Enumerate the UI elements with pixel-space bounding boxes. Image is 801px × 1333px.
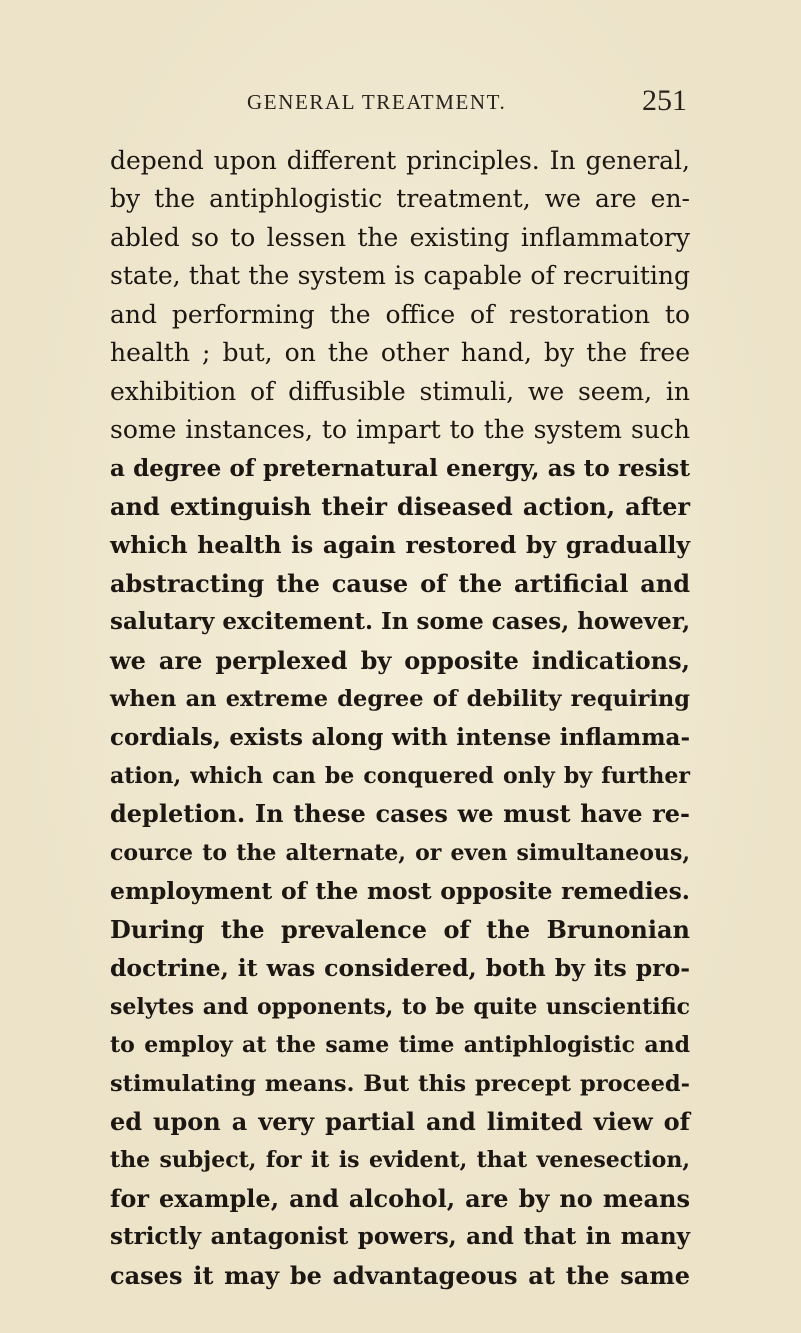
text-line: ed upon a very partial and limited view of [110, 1106, 690, 1136]
running-title: GENERAL TREATMENT. [247, 90, 507, 114]
text-line: salutary excitement. In some cases, however, [110, 608, 691, 636]
text-line: and extinguish their diseased action, after [110, 491, 690, 521]
text-line: and performing the office of restoration to [110, 299, 690, 329]
body-text [110, 142, 690, 1295]
text-line: the subject, for it is evident, that venesection, [110, 1147, 690, 1174]
text-line: health ; but, on the other hand, by the free [110, 338, 690, 368]
text-line: depletion. In these cases we must have re- [110, 799, 690, 829]
text-line: state, that the system is capable of recruiting [110, 261, 690, 291]
text-line: strictly antagonist powers, and that in many [110, 1223, 690, 1251]
running-head [247, 84, 687, 120]
text-line: selytes and opponents, to be quite unscientific [110, 993, 690, 1020]
text-line: stimulating means. But this precept proceed- [110, 1070, 690, 1097]
text-line: exhibition of diffusible stimuli, we seem, in [110, 376, 690, 406]
text-line: cource to the alternate, or even simultaneous, [110, 839, 690, 866]
text-line: During the prevalence of the Brunonian [110, 914, 690, 944]
text-line: ation, which can be conquered only by further [110, 763, 690, 789]
text-line: doctrine, it was considered, both by its pro- [110, 954, 690, 983]
text-line: abled so to lessen the existing inflammatory [110, 222, 690, 252]
text-line: which health is again restored by gradually [110, 531, 690, 560]
text-line: cordials, exists along with intense inflamma- [110, 723, 690, 751]
text-line: when an extreme degree of debility requiring [110, 686, 690, 713]
text-line: abstracting the cause of the artificial and [110, 568, 690, 598]
page-number: 251 [642, 84, 687, 117]
text-line: by the antiphlogistic treatment, we are en- [110, 184, 690, 214]
text-line: we are perplexed by opposite indications, [110, 645, 690, 675]
text-line: cases it may be advantageous at the same [110, 1260, 690, 1290]
text-line: for example, and alcohol, are by no means [110, 1183, 690, 1213]
text-line: employment of the most opposite remedies. [110, 877, 690, 906]
text-line: depend upon different principles. In general, [110, 146, 690, 175]
text-line: a degree of preternatural energy, as to resist [110, 454, 690, 482]
text-line: some instances, to impart to the system such [110, 415, 690, 445]
text-line: to employ at the same time antiphlogistic and [110, 1032, 690, 1059]
